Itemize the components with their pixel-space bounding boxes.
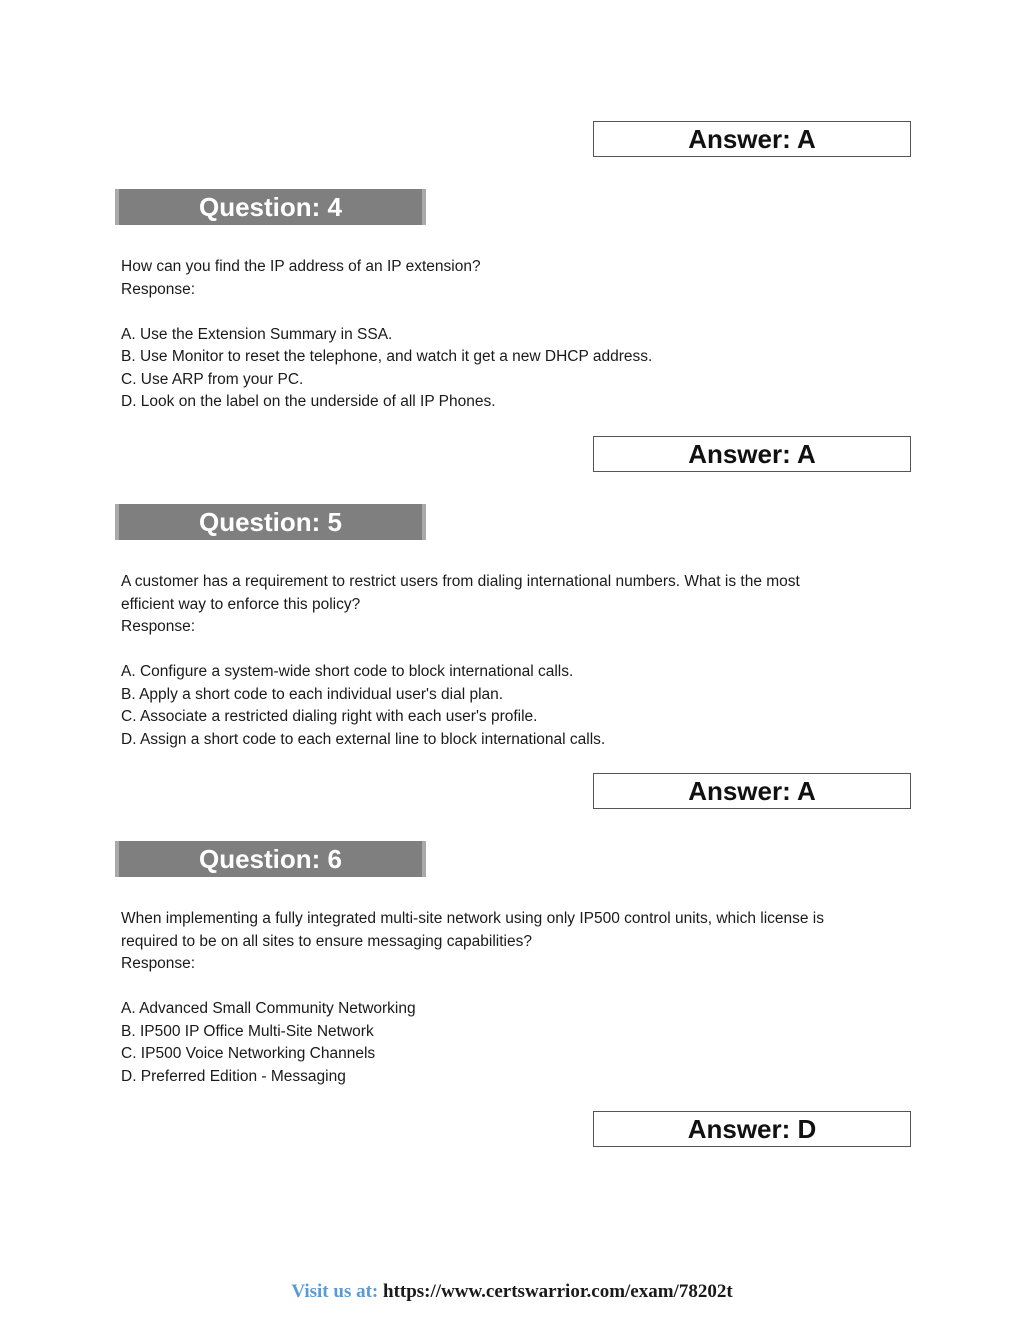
answer-label: Answer: D: [687, 1113, 817, 1144]
option-d: D. Assign a short code to each external line to block international calls.: [121, 730, 606, 748]
option-c: C. IP500 Voice Networking Channels: [121, 1045, 376, 1062]
question-text: When implementing a fully integrated multi-site network using only IP500 control units, which license is: [121, 910, 825, 927]
answer-box: [593, 121, 911, 157]
option-b: B. IP500 IP Office Multi-Site Network: [121, 1022, 374, 1040]
question-heading: [115, 189, 426, 225]
question-heading: [115, 504, 426, 540]
option-a: A. Use the Extension Summary in SSA.: [121, 325, 393, 343]
response-label: Response:: [121, 618, 196, 635]
answer-label: Answer: A: [688, 123, 816, 154]
question-heading: [115, 841, 426, 877]
answer-box: [593, 1111, 911, 1147]
question-number: Question: 4: [198, 191, 342, 222]
question-body: [121, 256, 911, 414]
question-number: Question: 5: [198, 506, 342, 537]
option-d: D. Preferred Edition - Messaging: [121, 1067, 346, 1085]
question-number: Question: 6: [198, 843, 342, 874]
question-body: [121, 908, 911, 1088]
option-a: A. Configure a system-wide short code to block international calls.: [121, 663, 574, 680]
option-c: C. Use ARP from your PC.: [121, 370, 304, 388]
answer-box: [593, 436, 911, 472]
option-b: B. Apply a short code to each individual user's dial plan.: [121, 685, 504, 703]
answer-box: [593, 773, 911, 809]
option-b: B. Use Monitor to reset the telephone, and watch it get a new DHCP address.: [121, 348, 653, 365]
question-text: efficient way to enforce this policy?: [121, 595, 361, 613]
question-text: A customer has a requirement to restrict users from dialing international numbers. What is the most: [121, 573, 800, 590]
answer-label: Answer: A: [688, 438, 816, 469]
question-text: required to be on all sites to ensure messaging capabilities?: [121, 932, 532, 950]
option-d: D. Look on the label on the underside of all IP Phones.: [121, 393, 496, 410]
footer: [0, 1281, 1024, 1303]
footer-visit-label: Visit us at:: [291, 1281, 379, 1302]
footer-url-link[interactable]: https://www.certswarrior.com/exam/78202t: [383, 1281, 733, 1302]
question-text: How can you find the IP address of an IP extension?: [121, 258, 481, 275]
response-label: Response:: [121, 955, 196, 972]
option-a: A. Advanced Small Community Networking: [121, 1000, 416, 1017]
response-label: Response:: [121, 280, 196, 298]
option-c: C. Associate a restricted dialing right with each user's profile.: [121, 708, 538, 725]
question-body: [121, 571, 911, 751]
answer-label: Answer: A: [688, 775, 816, 806]
